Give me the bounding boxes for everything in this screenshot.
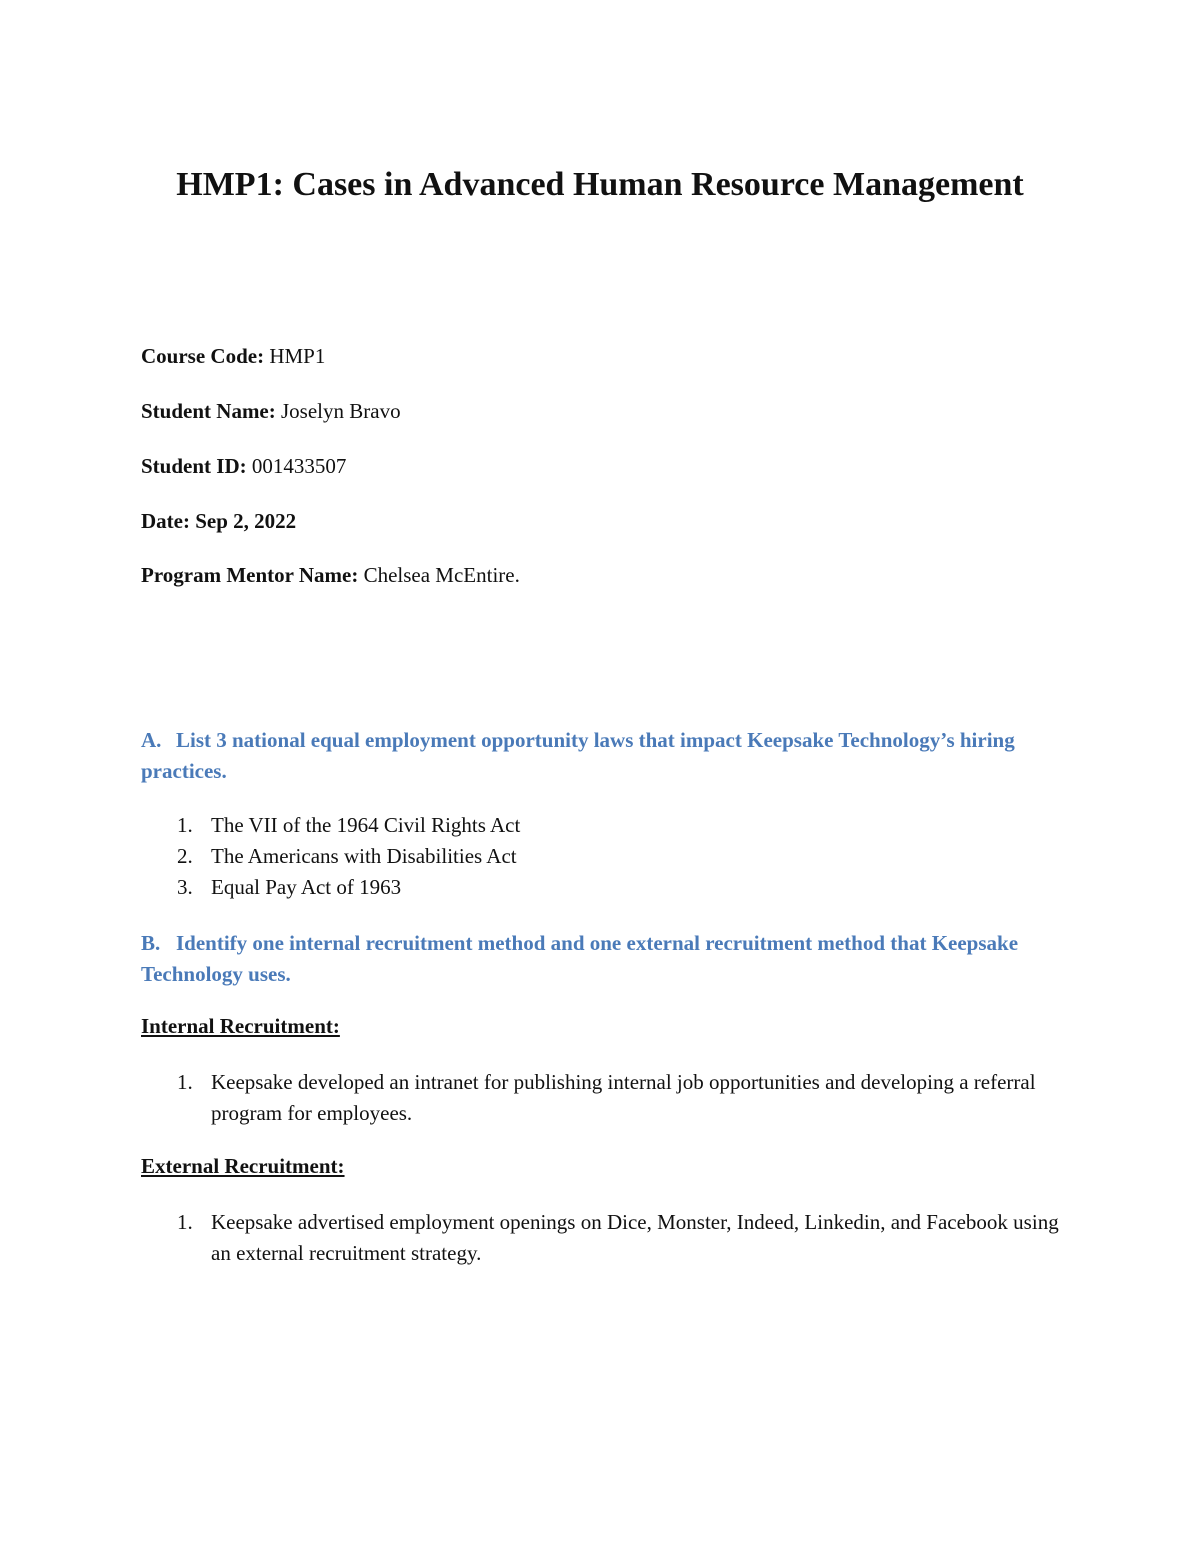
mentor-line bbox=[141, 563, 520, 588]
mentor-label: Program Mentor Name: bbox=[141, 563, 359, 587]
date-line bbox=[141, 509, 296, 534]
course-code-value: HMP1 bbox=[269, 344, 326, 368]
question-b-text: Identify one internal recruitment method and one external recruitment method that Keepsake Technology uses. bbox=[141, 931, 1019, 986]
question-a-letter: A. bbox=[141, 728, 162, 752]
mentor-value: Chelsea McEntire. bbox=[363, 563, 520, 587]
course-code-line bbox=[141, 344, 325, 369]
student-id-value: 001433507 bbox=[251, 454, 347, 478]
list-item bbox=[141, 872, 1061, 903]
question-a-text: List 3 national equal employment opportunity laws that impact Keepsake Technology’s hiring practices. bbox=[141, 728, 1015, 783]
list-item-text: Keepsake developed an intranet for publishing internal job opportunities and developing a referral program for employees. bbox=[211, 1070, 1036, 1125]
page-title: HMP1: Cases in Advanced Human Resource Management bbox=[176, 166, 1024, 203]
list-item-text: Keepsake advertised employment openings on Dice, Monster, Indeed, Linkedin, and Facebook using an external recruitment strategy. bbox=[211, 1210, 1059, 1265]
list-item-number: 1. bbox=[177, 813, 193, 837]
internal-recruitment-heading: Internal Recruitment: bbox=[141, 1014, 340, 1038]
list-item-text: Equal Pay Act of 1963 bbox=[211, 875, 402, 899]
question-b-letter: B. bbox=[141, 931, 161, 955]
list-item-number: 1. bbox=[177, 1210, 193, 1234]
list-item-number: 3. bbox=[177, 875, 193, 899]
list-item-text: The Americans with Disabilities Act bbox=[211, 844, 517, 868]
laws-list bbox=[141, 810, 1061, 903]
student-id-label: Student ID: bbox=[141, 454, 247, 478]
list-item bbox=[141, 1067, 1061, 1129]
external-recruitment-heading: External Recruitment: bbox=[141, 1154, 345, 1178]
list-item bbox=[141, 810, 1061, 841]
question-b bbox=[141, 928, 1061, 990]
question-a bbox=[141, 725, 1061, 787]
list-item-number: 1. bbox=[177, 1070, 193, 1094]
student-name-line bbox=[141, 399, 401, 424]
external-recruitment-list bbox=[141, 1207, 1061, 1269]
course-code-label: Course Code: bbox=[141, 344, 265, 368]
list-item-number: 2. bbox=[177, 844, 193, 868]
student-name-label: Student Name: bbox=[141, 399, 276, 423]
student-id-line bbox=[141, 454, 346, 479]
list-item bbox=[141, 841, 1061, 872]
list-item bbox=[141, 1207, 1061, 1269]
list-item-text: The VII of the 1964 Civil Rights Act bbox=[211, 813, 521, 837]
date-label: Date: bbox=[141, 509, 190, 533]
internal-recruitment-list bbox=[141, 1067, 1061, 1129]
date-value: Sep 2, 2022 bbox=[195, 509, 297, 533]
student-name-value: Joselyn Bravo bbox=[281, 399, 401, 423]
